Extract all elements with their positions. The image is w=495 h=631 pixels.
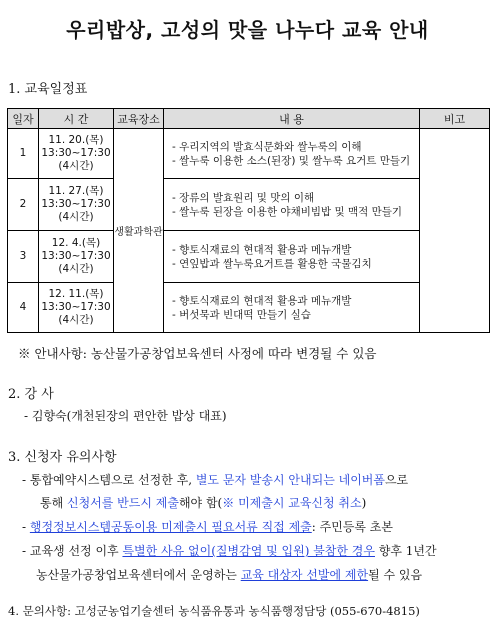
row-date: 12. 4.(목) [51, 237, 101, 249]
row-content [164, 129, 420, 179]
row-time-cell [39, 283, 114, 333]
row-time-cell [39, 231, 114, 283]
row-content [164, 283, 420, 333]
row-number: 3 [8, 231, 39, 283]
row-time: 13:30~17:30 [41, 147, 111, 159]
section-contact: 4. 문의사항: 고성군농업기술센터 농식품유통과 농식품행정담당 (055-670-4815) [8, 604, 420, 618]
row-number: 1 [8, 129, 39, 179]
row-number: 4 [8, 283, 39, 333]
lecturer-text: - 김향숙(개천된장의 편안한 밥상 대표) [24, 409, 227, 423]
table-header-row [8, 109, 490, 129]
row-date: 11. 20.(목) [48, 134, 104, 146]
caution-highlight: 교육 대상자 선발에 제한 [240, 568, 369, 582]
row-date: 12. 11.(목) [48, 288, 104, 300]
caution-line-4 [22, 542, 437, 559]
table-row [8, 231, 490, 283]
row-content [164, 179, 420, 231]
row-time: 13:30~17:30 [41, 250, 111, 262]
content-line: - 향토식재료의 현대적 활용과 메뉴개발 [172, 243, 352, 256]
content-line: - 쌀누룩 이용한 소스(된장) 및 쌀누룩 요거트 만들기 [172, 154, 411, 167]
caution-highlight: 행정정보시스템공동이용 미제출시 필요서류 직접 제출 [29, 520, 312, 534]
content-line: - 우리지역의 발효식문화와 쌀누룩의 이해 [172, 140, 362, 153]
content-line: - 장류의 발효원리 및 맛의 이해 [172, 191, 315, 204]
caution-line-3 [22, 518, 393, 535]
caution-text: 농산물가공창업보육센터에서 운영하는 [36, 568, 241, 582]
row-hours: (4시간) [58, 314, 94, 326]
caution-text: 향후 1년간 [374, 544, 437, 558]
header-remark: 비고 [420, 109, 490, 129]
header-time: 시 간 [39, 109, 114, 129]
caution-text: - [22, 520, 30, 534]
table-row [8, 129, 490, 179]
caution-line-5 [36, 566, 422, 583]
row-hours: (4시간) [58, 211, 94, 223]
header-content: 내 용 [164, 109, 420, 129]
content-line: - 버섯묵과 빈대떡 만들기 실습 [172, 308, 311, 321]
row-time-cell [39, 179, 114, 231]
caution-text: 으로 [384, 473, 409, 487]
caution-highlight: 신청서를 반드시 제출 [67, 496, 179, 510]
caution-highlight: 별도 문자 발송시 안내되는 네이버폼 [195, 473, 385, 487]
caution-text: 해야 함( [178, 496, 223, 510]
caution-highlight: ※ 미제출시 교육신청 취소 [222, 496, 362, 510]
row-time-cell [39, 129, 114, 179]
content-line: - 연잎밥과 쌀누룩요거트를 활용한 국물김치 [172, 257, 372, 270]
row-content [164, 231, 420, 283]
caution-text: 될 수 있음 [368, 568, 423, 582]
row-date: 11. 27.(목) [48, 185, 104, 197]
caution-line-2 [40, 494, 366, 511]
caution-text: : 주민등록 초본 [311, 520, 393, 534]
content-line: - 향토식재료의 현대적 활용과 메뉴개발 [172, 294, 352, 307]
table-row [8, 179, 490, 231]
place-cell: 생활과학관 [114, 129, 164, 333]
remark-cell [420, 129, 490, 333]
row-hours: (4시간) [58, 263, 94, 275]
caution-highlight: 특별한 사유 없이(질병감염 및 입원) 불참한 경우 [122, 544, 375, 558]
caution-text: - 교육생 선정 이후 [22, 544, 123, 558]
row-time: 13:30~17:30 [41, 198, 111, 210]
header-place: 교육장소 [114, 109, 164, 129]
header-date: 일자 [8, 109, 39, 129]
page-title: 우리밥상, 고성의 맛을 나누다 교육 안내 [66, 18, 429, 42]
table-row [8, 283, 490, 333]
section-schedule-heading: 1. 교육일정표 [8, 82, 88, 97]
caution-line-1 [22, 471, 408, 488]
caution-text: - 통합예약시스템으로 선정한 후, [22, 473, 196, 487]
schedule-table [7, 108, 490, 333]
caution-text: 통해 [40, 496, 67, 510]
row-number: 2 [8, 179, 39, 231]
section-caution-heading: 3. 신청자 유의사항 [8, 450, 117, 465]
caution-text: ) [361, 496, 367, 510]
row-hours: (4시간) [58, 160, 94, 172]
section-lecturer-heading: 2. 강 사 [8, 387, 54, 402]
schedule-note: ※ 안내사항: 농산물가공창업보육센터 사정에 따라 변경될 수 있음 [18, 346, 377, 361]
content-line: - 쌀누룩 된장을 이용한 야채비빔밥 및 맥적 만들기 [172, 205, 403, 218]
row-time: 13:30~17:30 [41, 301, 111, 313]
